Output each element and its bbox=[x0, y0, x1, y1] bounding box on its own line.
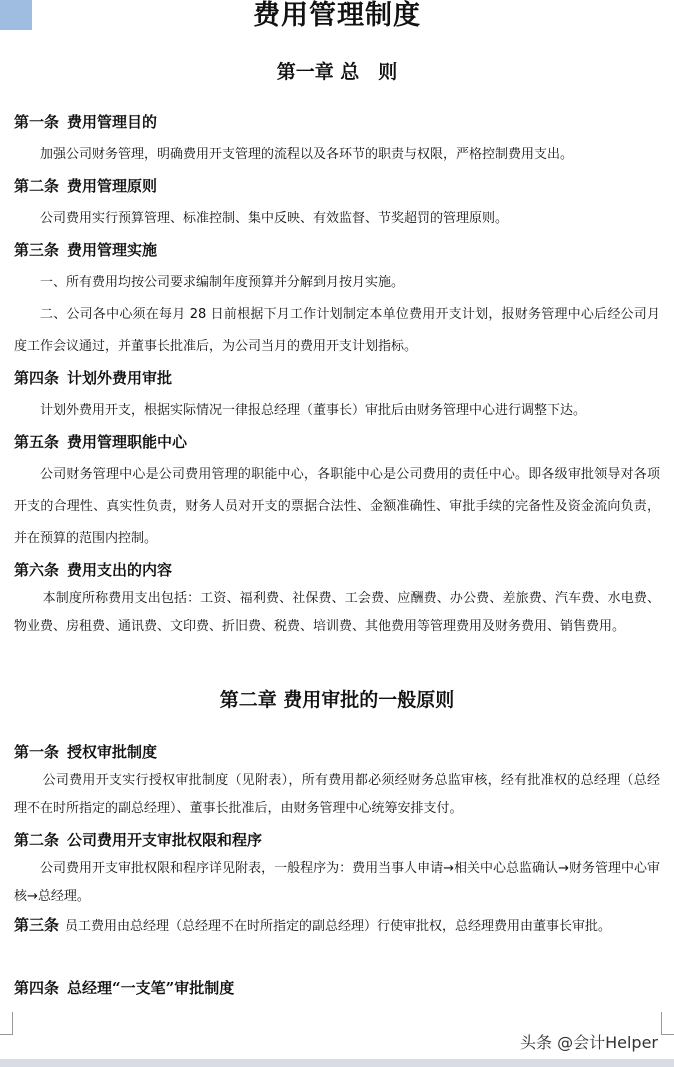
article-heading: 第二条 公司费用开支审批权限和程序 bbox=[14, 831, 263, 849]
paragraph: 计划外费用开支，根据实际情况一律报总经理（董事长）审批后由财务管理中心进行调整下达。 bbox=[40, 403, 587, 418]
page-bottom-bar bbox=[0, 1059, 674, 1067]
page-corner-mark bbox=[0, 1012, 13, 1035]
page-corner-mark bbox=[661, 1012, 674, 1035]
watermark: 头条 @会计Helper bbox=[520, 1033, 658, 1052]
article-heading: 第二条 费用管理原则 bbox=[14, 177, 158, 195]
document-title: 费用管理制度 bbox=[253, 0, 421, 31]
paragraph: 公司财务管理中心是公司费用管理的职能中心，各职能中心是公司费用的责任中心。即各级审批领导对各项开支的合理性、真实性负责，财务人员对开支的票据合法性、金额准确性、审批手续的完备性及资金流向负责，并在预算的范围内控制。 bbox=[14, 467, 660, 546]
article-heading: 第五条 费用管理职能中心 bbox=[14, 433, 188, 451]
article-inline: 第三条 员工费用由总经理（总经理不在时所指定的副总经理）行使审批权，总经理费用由董事长审批。 bbox=[14, 916, 612, 934]
chapter-2-heading: 第二章 费用审批的一般原则 bbox=[219, 689, 455, 711]
paragraph: 一、所有费用均按公司要求编制年度预算并分解到月按月实施。 bbox=[40, 275, 405, 290]
article-heading: 第三条 费用管理实施 bbox=[14, 241, 158, 259]
paragraph: 公司费用开支审批权限和程序详见附表，一般程序为：费用当事人申请→相关中心总监确认→财务管理中心审核→总经理。 bbox=[14, 861, 660, 904]
paragraph: 二、公司各中心须在每月 28 日前根据下月工作计划制定本单位费用开支计划，报财务管理中心后经公司月度工作会议通过，并董事长批准后，为公司当月的费用开支计划指标。 bbox=[14, 307, 660, 354]
paragraph: 公司费用实行预算管理、标准控制、集中反映、有效监督、节奖超罚的管理原则。 bbox=[40, 211, 509, 226]
paragraph: 公司费用开支实行授权审批制度（见附表），所有费用都必须经财务总监审核，经有批准权的总经理（总经理不在时所指定的副总经理）、董事长批准后，由财务管理中心统筹安排支付。 bbox=[14, 773, 660, 816]
article-heading: 第一条 授权审批制度 bbox=[14, 743, 158, 761]
article-heading: 第一条 费用管理目的 bbox=[14, 113, 158, 131]
article-heading: 第四条 计划外费用审批 bbox=[14, 369, 173, 387]
article-heading: 第四条 总经理“一支笔”审批制度 bbox=[14, 979, 235, 997]
paragraph: 加强公司财务管理，明确费用开支管理的流程以及各环节的职责与权限，严格控制费用支出。 bbox=[40, 147, 574, 162]
article-heading: 第六条 费用支出的内容 bbox=[14, 561, 173, 579]
chapter-1-heading: 第一章 总 则 bbox=[276, 61, 398, 83]
paragraph: 本制度所称费用支出包括：工资、福利费、社保费、工会费、应酬费、办公费、差旅费、汽车费、水电费、物业费、房租费、通讯费、文印费、折旧费、税费、培训费、其他费用等管理费用及财务费用、销售费用。 bbox=[14, 591, 660, 634]
